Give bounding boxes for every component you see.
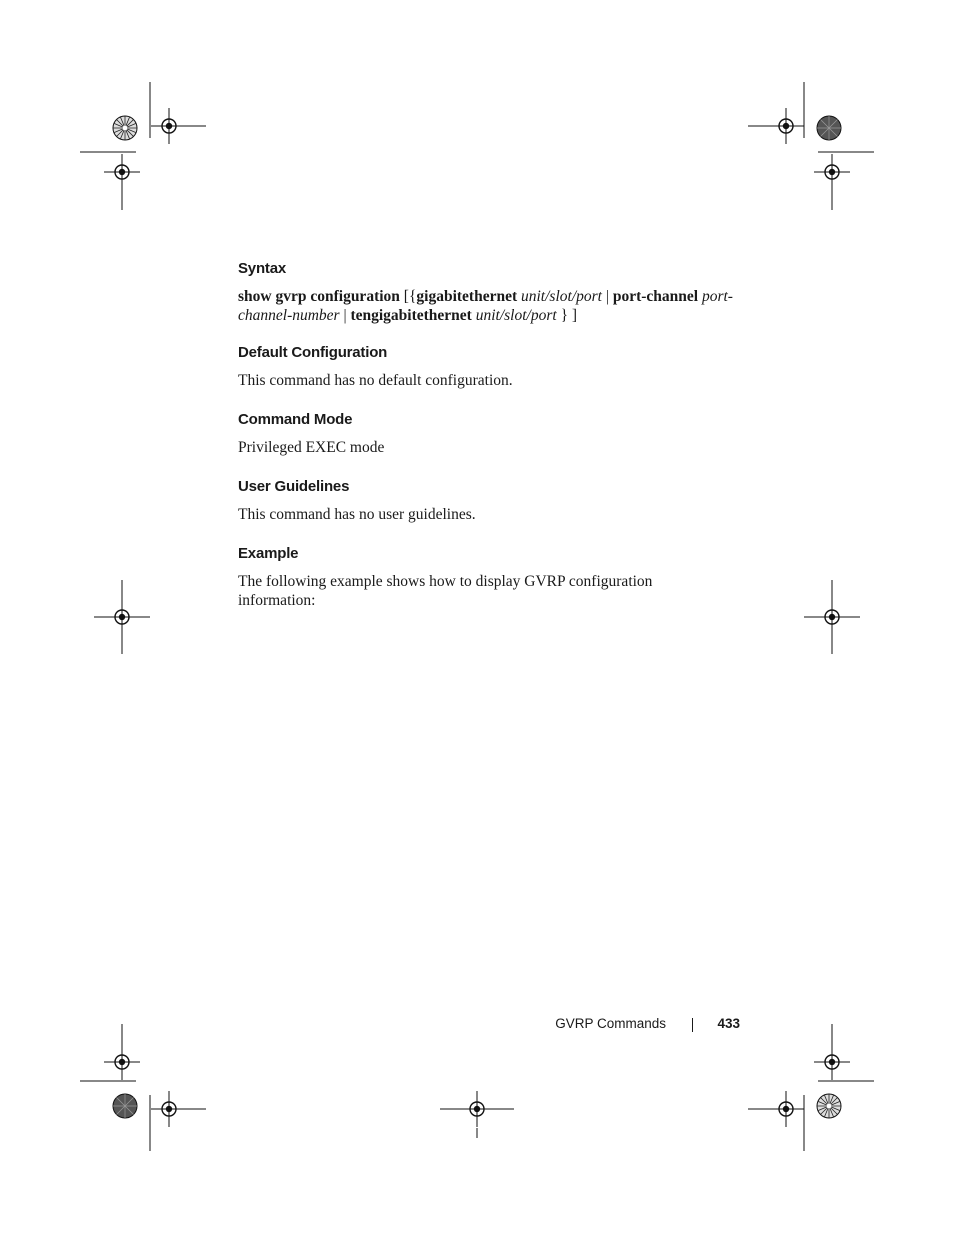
syntax-punct: | [601,288,613,305]
syntax-command: show gvrp configuration [238,288,400,305]
user-guidelines-heading: User Guidelines [238,478,350,495]
example-heading: Example [238,545,299,562]
crop-mark-bottom-right [748,1024,874,1151]
footer-section-name: GVRP Commands [555,1016,666,1031]
command-mode-heading: Command Mode [238,411,353,428]
syntax-punct: } ] [556,307,578,324]
syntax-keyword-tengigabitethernet: tengigabitethernet [350,307,472,324]
syntax-arg-unit-slot-port: unit/slot/port [521,288,602,305]
registration-mark-bottom-center [440,1091,514,1138]
syntax-heading: Syntax [238,260,286,277]
syntax-punct: [{ [399,288,417,305]
page-number: 433 [717,1016,740,1031]
footer-separator [692,1018,693,1032]
page-body [238,259,748,630]
syntax-punct: | [339,307,351,324]
crop-mark-top-right [748,82,874,210]
default-configuration-text: This command has no default configuration. [238,372,513,389]
registration-mark-mid-right [804,580,860,654]
crop-mark-top-left [80,82,206,210]
user-guidelines-text: This command has no user guidelines. [238,506,476,523]
default-configuration-heading: Default Configuration [238,344,388,361]
syntax-keyword-port-channel: port-channel [612,288,699,305]
page-footer [540,1014,740,1036]
command-mode-text: Privileged EXEC mode [238,439,385,456]
example-text: The following example shows how to display GVRP configuration information: [238,573,653,609]
syntax-text [238,287,748,325]
crop-mark-bottom-left [80,1024,206,1151]
syntax-arg-port-channel-number: port-channel-number [238,288,733,324]
syntax-keyword-gigabitethernet: gigabitethernet [416,288,518,305]
syntax-arg-unit-slot-port: unit/slot/port [475,307,557,324]
registration-mark-mid-left [94,580,150,654]
